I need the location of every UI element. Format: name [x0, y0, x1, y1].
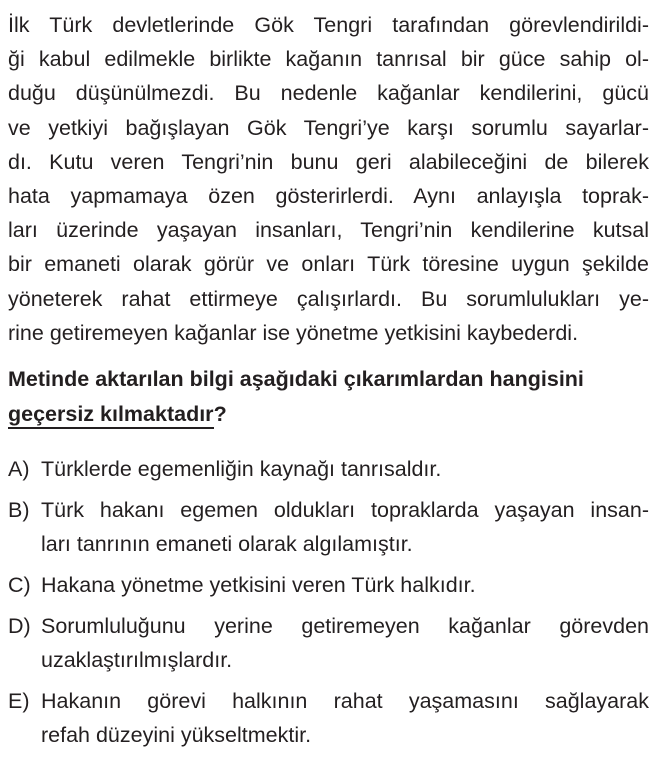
option-letter: E) — [8, 689, 30, 714]
passage-line: duğu düşünülmezdi. Bu nedenle kağanlar kendilerini, gücü — [8, 81, 649, 106]
option-text: refah düzeyini yükseltmektir. — [41, 723, 312, 748]
option-text: Sorumluluğunu yerine getiremeyen kağanlar görevden — [41, 614, 649, 639]
passage-line: hata yapmamaya özen gösterirlerdi. Aynı anlayışla toprak- — [8, 184, 649, 209]
option-text: Hakanın görevi halkının rahat yaşamasını sağlayarak — [41, 689, 649, 714]
option-a[interactable] — [8, 452, 649, 486]
reading-passage — [8, 8, 649, 350]
passage-line: bir emaneti olarak görür ve onları Türk töresine uygun şekilde — [8, 252, 649, 277]
passage-line: İlk Türk devletlerinde Gök Tengri tarafından görevlendirildi- — [8, 13, 649, 37]
question-underlined-phrase: geçersiz kılmaktadır — [8, 402, 214, 429]
option-d[interactable] — [8, 609, 649, 677]
question-mark: ? — [213, 402, 227, 427]
passage-line: ve yetkiyi bağışlayan Gök Tengri’ye karşı sorumlu sayarlar- — [8, 115, 649, 140]
option-c[interactable] — [8, 568, 649, 602]
option-letter: B) — [8, 498, 30, 523]
option-text: ları tanrının emaneti olarak algılamıştır. — [41, 532, 413, 557]
passage-line: ları üzerinde yaşayan insanları, Tengri’nin kendilerine kutsal — [8, 218, 649, 243]
question-stem — [8, 362, 649, 432]
question-line-1: Metinde aktarılan bilgi aşağıdaki çıkarımlardan hangisini — [8, 367, 584, 392]
passage-line: yöneterek rahat ettirmeye çalışırlardı. Bu sorumlulukları ye- — [8, 286, 649, 311]
passage-line: dı. Kutu veren Tengri’nin bunu geri alabileceğini de bilerek — [8, 149, 649, 174]
passage-line: rine getiremeyen kağanlar ise yönetme yetkisini kaybederdi. — [8, 320, 579, 345]
option-text: Hakana yönetme yetkisini veren Türk halkıdır. — [41, 573, 476, 598]
option-letter: A) — [8, 457, 30, 482]
answer-options — [8, 452, 649, 752]
option-text: uzaklaştırılmışlardır. — [41, 648, 233, 673]
option-b[interactable] — [8, 493, 649, 561]
option-text: Türklerde egemenliğin kaynağı tanrısaldır. — [41, 457, 442, 482]
question-page — [8, 8, 649, 759]
option-e[interactable] — [8, 684, 649, 752]
option-letter: D) — [8, 614, 31, 639]
question-line-2 — [8, 397, 649, 432]
option-text: Türk hakanı egemen oldukları topraklarda yaşayan insan- — [41, 498, 649, 523]
option-letter: C) — [8, 573, 31, 598]
passage-line: ği kabul edilmekle birlikte kağanın tanrısal bir güce sahip ol- — [8, 47, 649, 72]
